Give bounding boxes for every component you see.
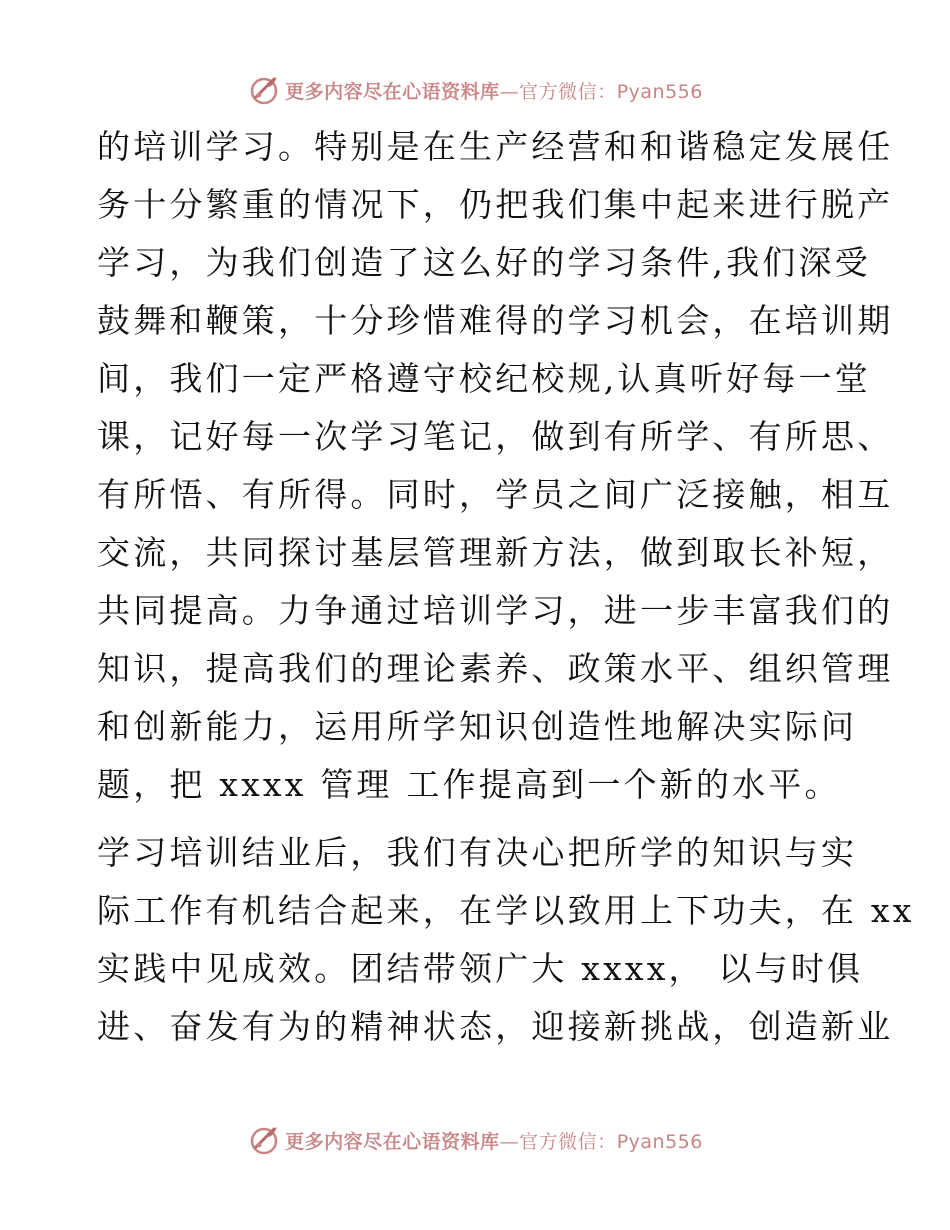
paragraph-1 bbox=[97, 118, 894, 814]
watermark-site: 更多内容尽在心语资料库 bbox=[285, 1130, 500, 1153]
watermark-dash: — bbox=[499, 80, 520, 103]
text-line: 题，把 xxxx 管理 工作提高到一个新的水平。 bbox=[97, 765, 841, 804]
text-line: 共同提高。力争通过培训学习，进一步丰富我们的 bbox=[97, 591, 894, 630]
watermark-wechat-label: 官方微信： bbox=[519, 80, 617, 103]
quill-logo-icon bbox=[247, 1123, 281, 1157]
text-line: 际工作有机结合起来，在学以致用上下功夫，在 xx bbox=[97, 891, 915, 930]
text-line: 知识，提高我们的理论素养、政策水平、组织管理 bbox=[97, 649, 894, 688]
paragraph-2 bbox=[97, 824, 915, 1056]
header-watermark bbox=[0, 70, 950, 110]
watermark-wechat-id: Pyan556 bbox=[616, 80, 703, 103]
text-line: 学习培训结业后，我们有决心把所学的知识与实 bbox=[97, 833, 858, 872]
footer-watermark bbox=[0, 1120, 950, 1160]
document-body bbox=[97, 118, 915, 1056]
text-line: 务十分繁重的情况下，仍把我们集中起来进行脱产 bbox=[97, 185, 894, 224]
watermark-wechat-id: Pyan556 bbox=[616, 1130, 703, 1153]
watermark-dash: — bbox=[499, 1130, 520, 1153]
text-line: 鼓舞和鞭策，十分珍惜难得的学习机会，在培训期 bbox=[97, 301, 894, 340]
text-line: 交流，共同探讨基层管理新方法，做到取长补短， bbox=[97, 533, 894, 572]
text-line: 的培训学习。特别是在生产经营和和谐稳定发展任 bbox=[97, 127, 894, 166]
watermark-text bbox=[285, 1127, 703, 1154]
text-line: 学习，为我们创造了这么好的学习条件,我们深受 bbox=[97, 243, 871, 282]
paragraph-gap bbox=[97, 814, 857, 824]
text-line: 和创新能力，运用所学知识创造性地解决实际问 bbox=[97, 707, 858, 746]
text-line: 课，记好每一次学习笔记，做到有所学、有所思、 bbox=[97, 417, 894, 456]
quill-logo-icon bbox=[247, 73, 281, 107]
text-line: 有所悟、有所得。同时，学员之间广泛接触，相互 bbox=[97, 475, 894, 514]
watermark-text bbox=[285, 77, 703, 104]
text-line: 进、奋发有为的精神状态，迎接新挑战，创造新业 bbox=[97, 1007, 894, 1046]
watermark-site: 更多内容尽在心语资料库 bbox=[285, 80, 500, 103]
text-line: 间，我们一定严格遵守校纪校规,认真听好每一堂 bbox=[97, 359, 871, 398]
watermark-wechat-label: 官方微信： bbox=[519, 1130, 617, 1153]
text-line: 实践中见成效。团结带领广大 xxxx， 以与时俱 bbox=[97, 949, 864, 988]
